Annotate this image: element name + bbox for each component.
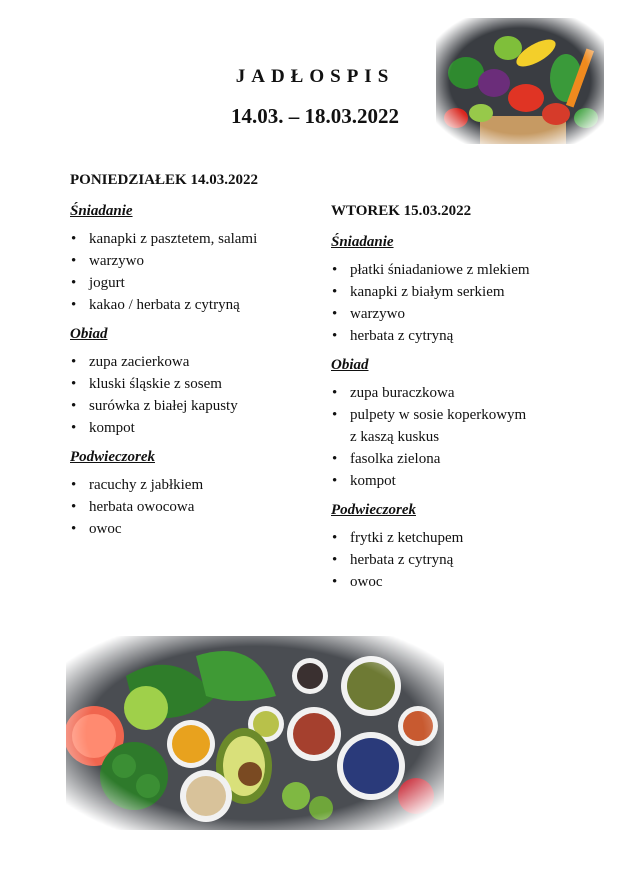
day-title: WTOREK 15.03.2022: [331, 203, 472, 219]
list-item: • kluski śląskie z sosem: [70, 373, 330, 395]
list-item: • warzywo: [70, 250, 330, 272]
list-item: • jogurt: [70, 272, 330, 294]
list-item: • kanapki z pasztetem, salami: [70, 228, 330, 250]
list-item: • herbata z cytryną: [331, 325, 581, 347]
list-item-text: pulpety w sosie koperkowym: [350, 407, 527, 423]
vegetables-basket-photo: [436, 18, 604, 144]
meal-items-snack: [70, 474, 330, 540]
list-item: • warzywo: [331, 303, 581, 325]
meal-items-breakfast: [70, 228, 330, 316]
day-title: PONIEDZIAŁEK 14.03.2022: [70, 172, 258, 188]
list-item: • kompot: [331, 470, 581, 492]
meal-items-lunch: [70, 351, 330, 439]
list-item: • fasolka zielona: [331, 448, 581, 470]
list-item: • herbata owocowa: [70, 496, 330, 518]
list-item: • kakao / herbata z cytryną: [70, 294, 330, 316]
meal-title-snack: Podwieczorek: [70, 449, 155, 465]
list-item: [331, 404, 581, 448]
page-title: JADŁOSPIS: [235, 66, 395, 87]
healthy-ingredients-photo: [66, 636, 444, 830]
list-item: • surówka z białej kapusty: [70, 395, 330, 417]
meal-title-breakfast: Śniadanie: [331, 234, 394, 250]
meal-title-snack: Podwieczorek: [331, 502, 416, 518]
list-item: • owoc: [331, 571, 581, 593]
date-range: 14.03. – 18.03.2022: [231, 104, 399, 128]
list-item: • kanapki z białym serkiem: [331, 281, 581, 303]
day-tuesday: [331, 203, 581, 603]
meal-title-lunch: Obiad: [331, 357, 369, 373]
meal-items-snack: [331, 527, 581, 593]
list-item: • frytki z ketchupem: [331, 527, 581, 549]
list-item: • zupa zacierkowa: [70, 351, 330, 373]
meal-items-breakfast: [331, 259, 581, 347]
list-item: • racuchy z jabłkiem: [70, 474, 330, 496]
list-item: • zupa buraczkowa: [331, 382, 581, 404]
list-item-continuation: z kaszą kuskus: [350, 429, 440, 445]
meal-items-lunch: [331, 382, 581, 492]
list-item: • owoc: [70, 518, 330, 540]
list-item: • płatki śniadaniowe z mlekiem: [331, 259, 581, 281]
list-item: • kompot: [70, 417, 330, 439]
day-monday: [70, 172, 330, 550]
meal-title-lunch: Obiad: [70, 326, 108, 342]
list-item: • herbata z cytryną: [331, 549, 581, 571]
meal-title-breakfast: Śniadanie: [70, 203, 133, 219]
